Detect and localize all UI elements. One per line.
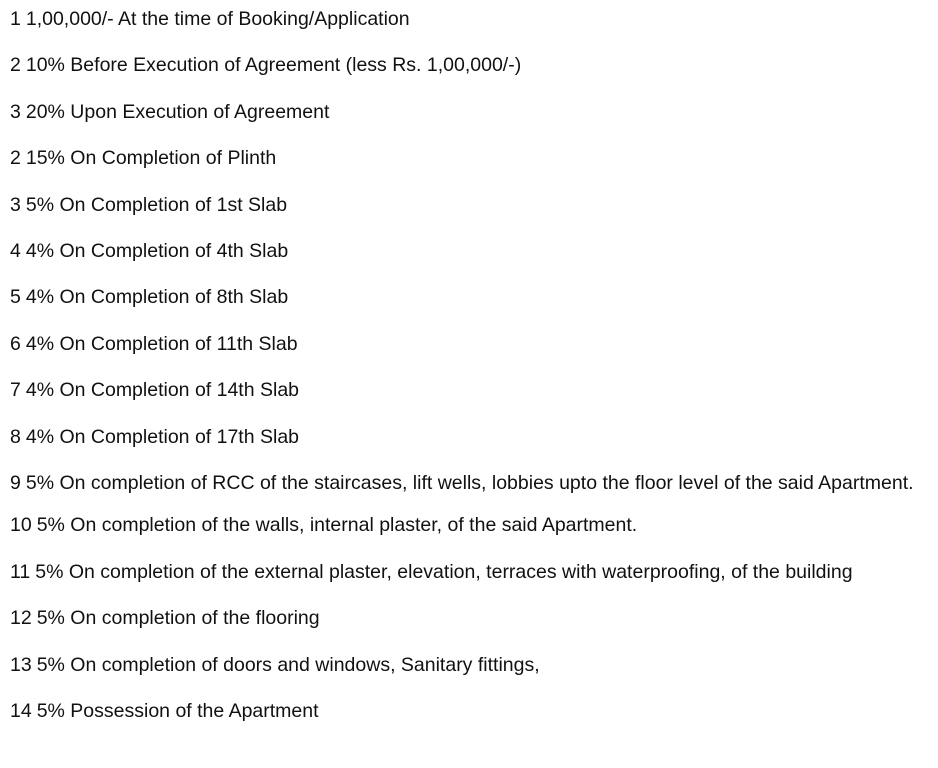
schedule-item (10, 603, 934, 633)
schedule-item (10, 143, 934, 173)
item-text: 4% On Completion of 8th Slab (25, 286, 289, 309)
item-text: 5% On completion of doors and windows, Sanitary fittings, (36, 653, 540, 676)
schedule-item (10, 190, 934, 220)
item-text: 20% Upon Execution of Agreement (25, 100, 330, 123)
item-number: 1 (10, 8, 21, 30)
item-text: 5% On completion of the walls, internal plaster, of the said Apartment. (36, 514, 638, 537)
schedule-item (10, 97, 934, 127)
item-number: 3 (10, 193, 21, 216)
item-number: 12 (10, 607, 32, 630)
item-text: 15% On Completion of Plinth (25, 147, 277, 170)
item-number: 11 (10, 560, 31, 583)
item-text: 5% On completion of the external plaster, elevation, terraces with waterproofing, of the building (35, 560, 853, 583)
item-text: 5% On Completion of 1st Slab (25, 193, 288, 216)
schedule-item (10, 50, 934, 80)
item-number: 14 (10, 699, 32, 722)
item-text: 5% On completion of the flooring (36, 607, 320, 630)
item-text: 4% On Completion of 4th Slab (25, 239, 289, 262)
schedule-item (10, 696, 934, 726)
item-number: 8 (10, 425, 21, 448)
item-number: 6 (10, 332, 21, 355)
schedule-item (10, 650, 934, 680)
item-number: 5 (10, 286, 21, 309)
item-text: 5% Possession of the Apartment (36, 699, 319, 722)
item-text: 10% Before Execution of Agreement (less Rs. 1,00,000/-) (25, 54, 522, 77)
item-number: 10 (10, 514, 32, 537)
item-number: 7 (10, 379, 21, 402)
schedule-item (10, 557, 934, 587)
item-text: 4% On Completion of 17th Slab (25, 425, 300, 448)
schedule-item (10, 375, 934, 405)
item-number: 9 (10, 471, 21, 494)
item-number: 2 (10, 54, 21, 77)
item-number: 3 (10, 100, 21, 123)
item-number: 2 (10, 147, 21, 170)
schedule-item (10, 4, 934, 34)
schedule-item (10, 422, 934, 452)
payment-schedule-list (10, 4, 934, 742)
schedule-item (10, 282, 934, 312)
item-text: 4% On Completion of 11th Slab (25, 332, 298, 355)
schedule-item (10, 236, 934, 266)
item-number: 4 (10, 239, 21, 262)
schedule-item (10, 510, 934, 540)
item-number: 13 (10, 653, 32, 676)
schedule-item (10, 329, 934, 359)
item-text: 4% On Completion of 14th Slab (25, 379, 300, 402)
item-text: 1,00,000/- At the time of Booking/Application (25, 8, 410, 30)
item-text: 5% On completion of RCC of the staircases, lift wells, lobbies upto the floor level of the said Apartment. (25, 471, 914, 494)
schedule-item (10, 468, 934, 498)
